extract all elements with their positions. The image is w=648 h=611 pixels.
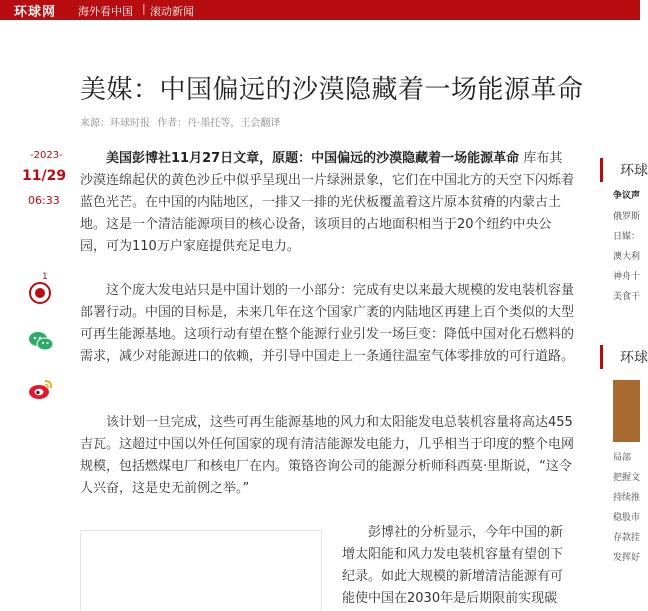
top-nav-bar <box>0 0 640 20</box>
article-image-placeholder <box>80 530 322 611</box>
article-title: 美媒：中国偏远的沙漠隐藏着一场能源革命 <box>80 75 584 106</box>
sidebar-news-item[interactable]: 美食干 <box>613 292 641 302</box>
sidebar-news-item[interactable]: 持续推 <box>613 493 641 503</box>
article-paragraph-4: 彭博社的分析显示，今年中国的新增太阳能和风力发电装机容量有望创下纪录。如此大规模的新增清洁能源有可能使中国在2030年是后期限前实现碳 <box>342 525 564 606</box>
sidebar-news-item[interactable]: 争议声 <box>613 191 641 201</box>
sidebar-news-item[interactable]: 俄罗斯 <box>613 212 641 222</box>
comment-count: 1 <box>42 272 48 282</box>
sidebar-news-item[interactable]: 把握文 <box>613 473 641 483</box>
wechat-icon[interactable] <box>28 328 54 354</box>
site-logo[interactable]: 环球网 <box>14 5 57 20</box>
article-lead: 美国彭博社11月27日文章，原题：中国偏远的沙漠隐藏着一场能源革命 <box>106 151 520 166</box>
sidebar-news-item[interactable]: 发挥好 <box>613 553 641 563</box>
sidebar-heading-1: 环球 <box>620 163 648 179</box>
sidebar-news-item[interactable]: 神舟十 <box>613 272 641 282</box>
breadcrumb-rolling-news[interactable]: 滚动新闻 <box>150 5 194 18</box>
breadcrumb-separator: | <box>142 2 146 15</box>
publish-day: 11/29 <box>22 168 67 184</box>
article-source[interactable]: 来源：环球时报 <box>80 118 150 129</box>
article-author: 作者：丹·墨托等，王会翻译 <box>157 118 281 129</box>
article-paragraph-1-text: 库布其沙漠连绵起伏的黄色沙丘中似乎呈现出一片绿洲景象，它们在中国北方的天空下闪烁着蓝色光芒。在中国的内陆地区，一排又一排的光伏板覆盖着这片原本贫瘠的内蒙古土地。这是一个清洁能源项目的核心设备，该项目的占地面积相当于20个纽约中央公园，可为110万户家庭提供充足电力。 <box>80 151 575 254</box>
article-paragraph-2: 这个庞大发电站只是中国计划的一小部分：完成有史以来最大规模的发电装机容量部署行动。中国的目标是，未来几年在这个国家广袤的内陆地区再建上百个类似的大型可再生能源基地。这项行动有望在整个能源行业引发一场巨变：降低中国对化石燃料的需求，减少对能源进口的依赖，并引导中国走上一条通往温室气体零排放的可行道路。 <box>80 283 575 364</box>
sidebar-news-item[interactable]: 存款挂 <box>613 533 641 543</box>
sidebar-heading-2: 环球 <box>620 350 648 366</box>
sidebar-section-marker <box>600 345 603 369</box>
sidebar-news-item[interactable]: 澳大利 <box>613 252 641 262</box>
publish-year: -2023- <box>30 150 63 161</box>
breadcrumb-overseas[interactable]: 海外看中国 <box>78 5 133 18</box>
comment-icon[interactable] <box>28 280 54 306</box>
article-meta <box>80 114 284 129</box>
sidebar-thumbnail[interactable] <box>613 380 640 442</box>
publish-time: 06:33 <box>28 194 60 207</box>
sidebar-news-item[interactable]: 稳股市 <box>613 513 641 523</box>
sidebar-news-item[interactable]: 日媒： <box>613 232 641 242</box>
article-paragraph-1 <box>80 148 574 258</box>
weibo-icon[interactable] <box>28 376 54 402</box>
sidebar-section-marker <box>600 158 603 182</box>
sidebar-news-item[interactable]: 局部 <box>613 453 632 463</box>
article-paragraph-3: 该计划一旦完成，这些可再生能源基地的风力和太阳能发电总装机容量将高达455吉瓦。这超过中国以外任何国家的现有清洁能源发电能力，几乎相当于印度的整个电网规模，包括燃煤电厂和核电厂在内。策铬咨询公司的能源分析师科西莫·里斯说，“这令人兴奋，这是史无前例之举。” <box>80 415 575 496</box>
